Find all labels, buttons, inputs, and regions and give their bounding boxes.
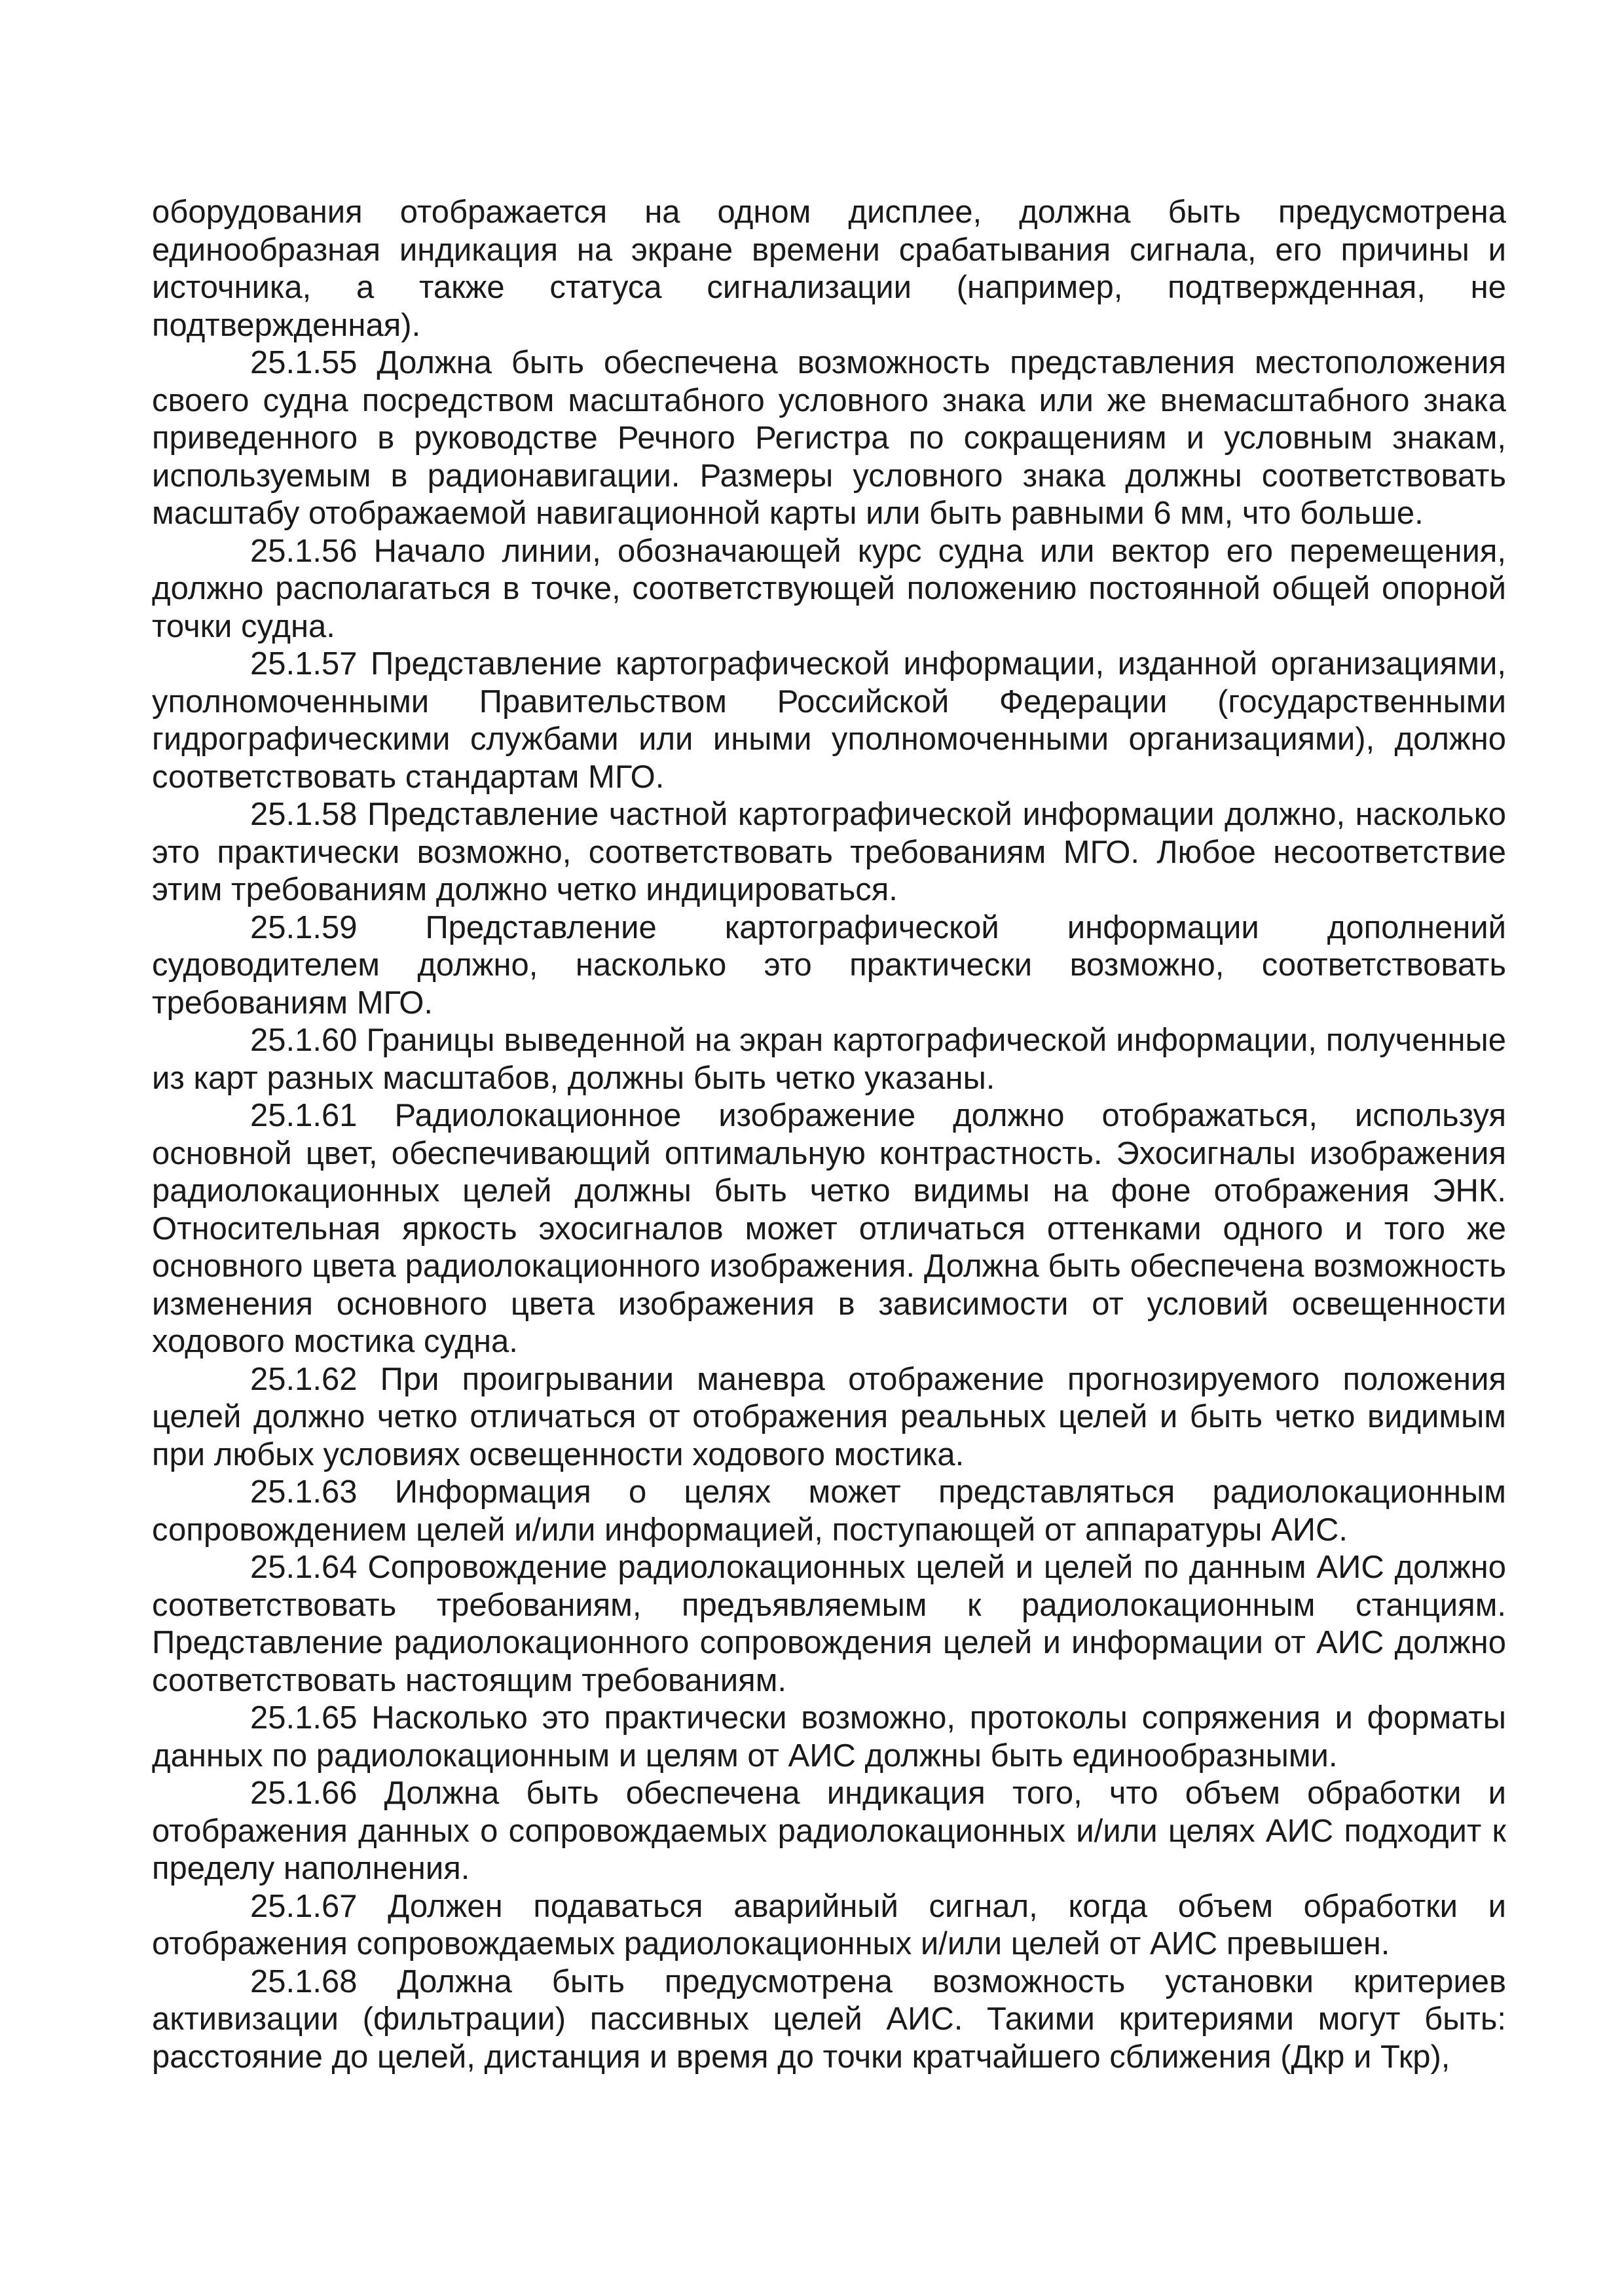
paragraph-25-1-57: 25.1.57 Представление картографической информации, изданной организациями, уполномоченными Правительством Российской Федерации (государственными гидрографическими службами или иными уполномоченными организациями), должно соответствовать стандартам МГО.: [152, 646, 1506, 795]
paragraph-25-1-67: 25.1.67 Должен подаваться аварийный сигнал, когда объем обработки и отображения сопровождаемых радиолокационных и/или целей от АИС превышен.: [152, 1888, 1506, 1961]
document-page: [152, 194, 1506, 2076]
paragraph-25-1-62: 25.1.62 При проигрывании маневра отображение прогнозируемого положения целей должно четко отличаться от отображения реальных целей и быть четко видимым при любых условиях освещенности ходового мостика.: [152, 1361, 1506, 1472]
paragraph-25-1-58: 25.1.58 Представление частной картографической информации должно, насколько это практически возможно, соответствовать требованиям МГО. Любое несоответствие этим требованиям должно четко индицироваться.: [152, 797, 1506, 907]
paragraph-25-1-56: 25.1.56 Начало линии, обозначающей курс судна или вектор его перемещения, должно располагаться в точке, соответствующей положению постоянной общей опорной точки судна.: [152, 533, 1506, 644]
paragraph-25-1-66: 25.1.66 Должна быть обеспечена индикация того, что объем обработки и отображения данных о сопровождаемых радиолокационных и/или целях АИС подходит к пределу наполнения.: [152, 1776, 1506, 1886]
paragraph-25-1-55: 25.1.55 Должна быть обеспечена возможность представления местоположения своего судна посредством масштабного условного знака или же внемасштабного знака приведенного в руководстве Речного Регистра по сокращениям и условным знакам, используемым в радионавигации. Размеры условного знака должны соответствовать масштабу отображаемой навигационной карты или быть равными 6 мм, что больше.: [152, 345, 1506, 531]
paragraph-25-1-68: 25.1.68 Должна быть предусмотрена возможность установки критериев активизации (фильтрации) пассивных целей АИС. Такими критериями могут быть: расстояние до целей, дистанция и время до точки кратчайшего сближения (Дкр и Ткр),: [152, 1963, 1506, 2075]
paragraph-25-1-63: 25.1.63 Информация о целях может представляться радиолокационным сопровождением целей и/или информацией, поступающей от аппаратуры АИС.: [152, 1474, 1506, 1548]
paragraph-25-1-59: 25.1.59 Представление картографической информации дополнений судоводителем должно, насколько это практически возможно, соответствовать требованиям МГО.: [152, 909, 1506, 1021]
paragraph-25-1-64: 25.1.64 Сопровождение радиолокационных целей и целей по данным АИС должно соответствовать требованиям, предъявляемым к радиолокационным станциям. Представление радиолокационного сопровождения целей и информации от АИС должно соответствовать настоящим требованиям.: [152, 1550, 1506, 1698]
paragraph-25-1-60: 25.1.60 Границы выведенной на экран картографической информации, полученные из карт разных масштабов, должны быть четко указаны.: [152, 1023, 1506, 1096]
paragraph-continuation: оборудования отображается на одном дисплее, должна быть предусмотрена единообразная индикация на экране времени срабатывания сигнала, его причины и источника, а также статуса сигнализации (например, подтвержденная, не подтвержденная).: [152, 194, 1506, 343]
paragraph-25-1-65: 25.1.65 Насколько это практически возможно, протоколы сопряжения и форматы данных по радиолокационным и целям от АИС должны быть единообразными.: [152, 1700, 1506, 1774]
paragraph-25-1-61: 25.1.61 Радиолокационное изображение должно отображаться, используя основной цвет, обеспечивающий оптимальную контрастность. Эхосигналы изображения радиолокационных целей должны быть четко видимы на фоне отображения ЭНК. Относительная яркость эхосигналов может отличаться оттенками одного и того же основного цвета радиолокационного изображения. Должна быть обеспечена возможность изменения основного цвета изображения в зависимости от условий освещенности ходового мостика судна.: [152, 1098, 1506, 1359]
